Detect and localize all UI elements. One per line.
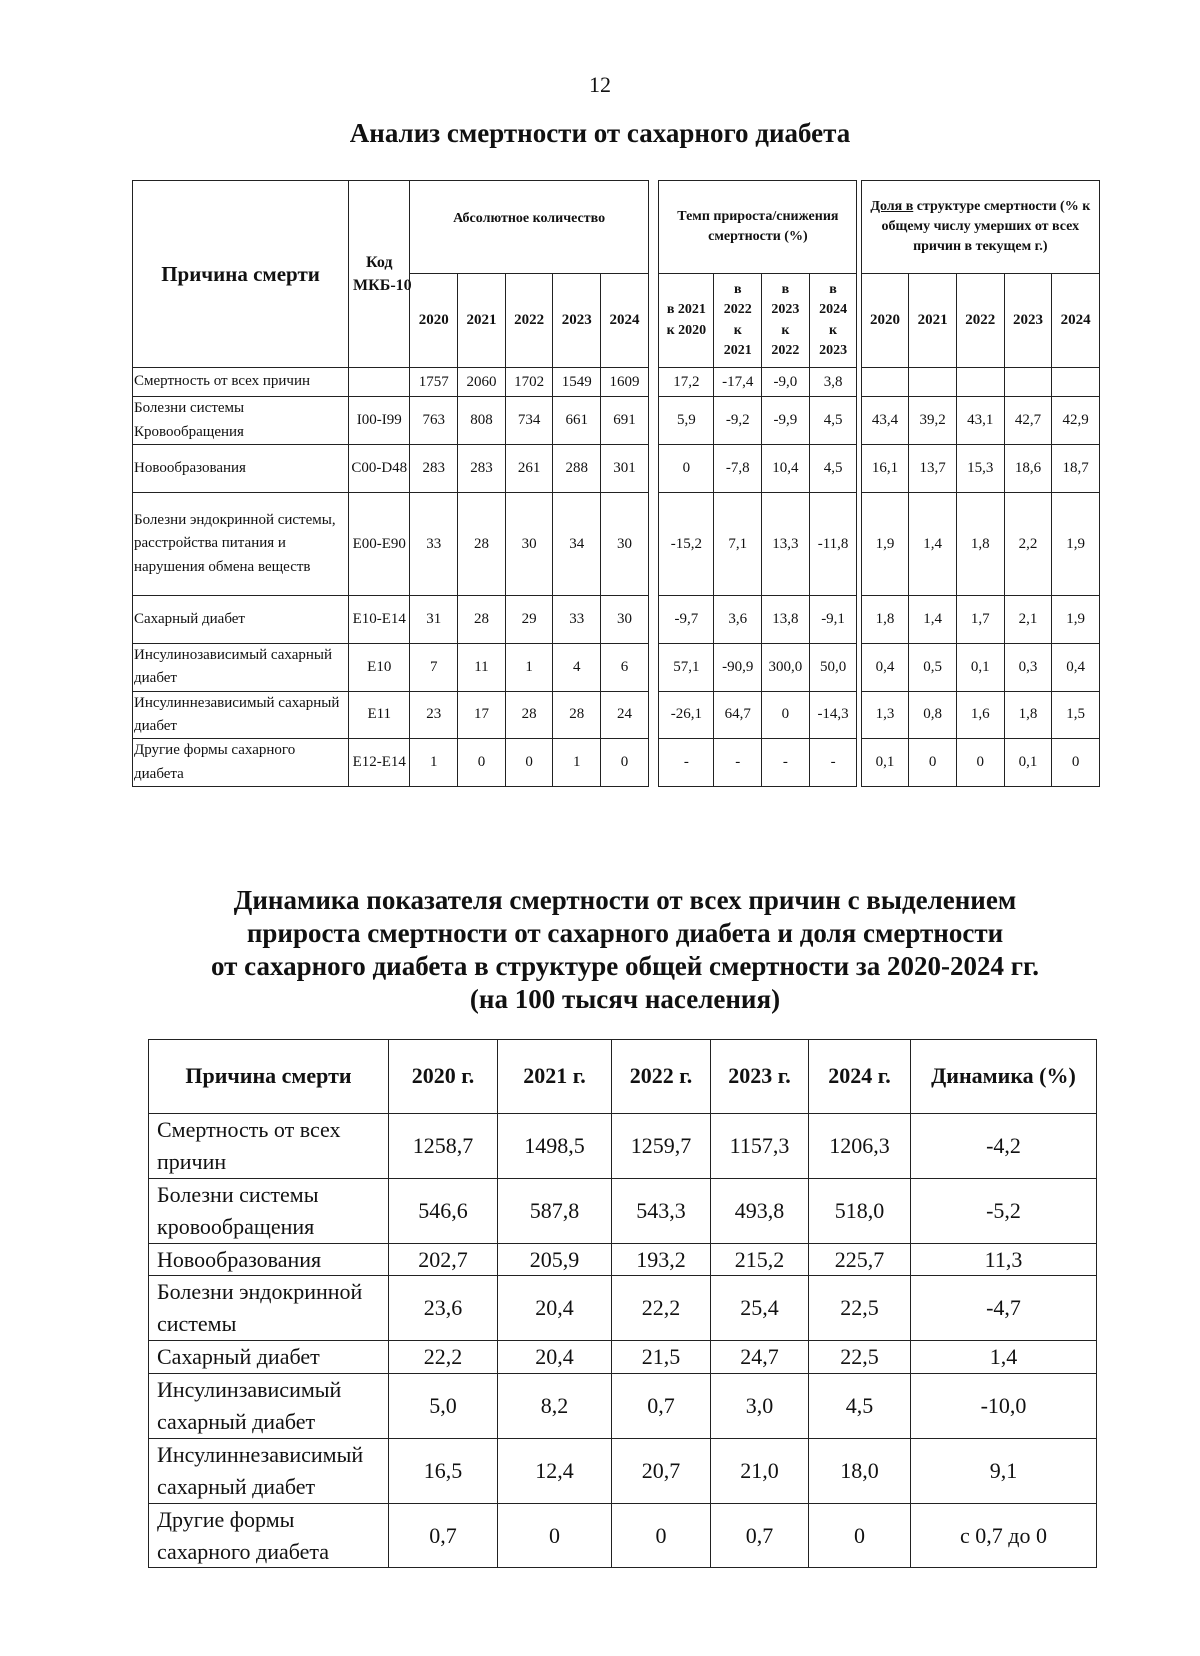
cause-cell: Инсулиннезависимый сахарный диабет xyxy=(149,1438,389,1503)
absolute-count-cell: 1609 xyxy=(601,368,649,397)
absolute-count-cell: 30 xyxy=(505,493,553,596)
column-gap xyxy=(648,644,659,692)
rate-cell: 1258,7 xyxy=(389,1114,498,1179)
growth-period-header xyxy=(809,274,857,368)
cause-cell: Другие формы сахарного диабета xyxy=(149,1503,389,1568)
growth-rate-cell: 50,0 xyxy=(809,644,857,692)
absolute-count-cell: 11 xyxy=(458,644,506,692)
cause-cell: Новообразования xyxy=(133,445,349,493)
table-row xyxy=(133,493,1100,596)
growth-rate-cell: 17,2 xyxy=(659,368,714,397)
share-cell: 42,7 xyxy=(1004,397,1052,445)
dynamics-cell: 9,1 xyxy=(911,1438,1097,1503)
share-cell: 1,8 xyxy=(956,493,1004,596)
share-header-underlined: Доля в xyxy=(870,198,914,214)
icd-code-cell xyxy=(349,368,410,397)
growth-period-line: к 2020 xyxy=(666,322,707,338)
growth-rate-cell: -26,1 xyxy=(659,691,714,739)
share-cell: 1,4 xyxy=(909,493,957,596)
absolute-count-cell: 23 xyxy=(410,691,458,739)
icd-code-cell: E10 xyxy=(349,644,410,692)
share-cell: 0 xyxy=(1052,739,1100,787)
absolute-count-cell: 28 xyxy=(458,493,506,596)
cause-cell: Болезни эндокринной системы, расстройства питания и нарушения обмена веществ xyxy=(133,493,349,596)
share-cell: 16,1 xyxy=(861,445,909,493)
absolute-count-cell: 691 xyxy=(601,397,649,445)
table2-title-line: (на 100 тысяч населения) xyxy=(469,984,781,1014)
dynamics-cell: -10,0 xyxy=(911,1374,1097,1439)
growth-rate-cell: - xyxy=(714,739,762,787)
year-header: 2021 xyxy=(458,274,506,368)
cause-cell: Болезни эндокринной системы xyxy=(149,1276,389,1341)
rate-cell: 215,2 xyxy=(711,1243,809,1276)
table-row xyxy=(133,644,1100,692)
growth-period-line: в 2021 xyxy=(666,302,706,318)
year-header: 2024 xyxy=(601,274,649,368)
rate-cell: 493,8 xyxy=(711,1178,809,1243)
column-header-share xyxy=(861,181,1099,274)
column-gap xyxy=(648,691,659,739)
rate-cell: 18,0 xyxy=(809,1438,911,1503)
share-year-header: 2020 xyxy=(861,274,909,368)
growth-period-line: к xyxy=(733,322,742,338)
year-header: 2021 г. xyxy=(498,1040,612,1114)
share-year-header: 2023 xyxy=(1004,274,1052,368)
share-cell xyxy=(909,368,957,397)
table-row xyxy=(133,739,1100,787)
table-row xyxy=(149,1243,1097,1276)
column-header-dynamics: Динамика (%) xyxy=(911,1040,1097,1114)
absolute-count-cell: 28 xyxy=(553,691,601,739)
share-cell: 1,3 xyxy=(861,691,909,739)
share-cell: 0,5 xyxy=(909,644,957,692)
share-cell: 1,4 xyxy=(909,596,957,644)
column-header-cause: Причина смерти xyxy=(133,181,349,368)
dynamics-cell: с 0,7 до 0 xyxy=(911,1503,1097,1568)
column-gap xyxy=(648,397,659,445)
year-header: 2023 г. xyxy=(711,1040,809,1114)
column-gap xyxy=(648,445,659,493)
share-cell: 18,6 xyxy=(1004,445,1052,493)
absolute-count-cell: 0 xyxy=(458,739,506,787)
growth-rate-cell: -9,0 xyxy=(762,368,810,397)
year-header: 2022 г. xyxy=(612,1040,711,1114)
share-cell: 1,8 xyxy=(1004,691,1052,739)
share-year-header: 2022 xyxy=(956,274,1004,368)
share-cell: 18,7 xyxy=(1052,445,1100,493)
share-cell xyxy=(861,368,909,397)
absolute-count-cell: 261 xyxy=(505,445,553,493)
absolute-count-cell: 33 xyxy=(553,596,601,644)
rate-cell: 0,7 xyxy=(612,1374,711,1439)
table-row xyxy=(133,397,1100,445)
rate-cell: 22,2 xyxy=(389,1341,498,1374)
rate-cell: 20,4 xyxy=(498,1341,612,1374)
year-header: 2020 xyxy=(410,274,458,368)
absolute-count-cell: 288 xyxy=(553,445,601,493)
growth-period-line: в xyxy=(733,281,742,297)
absolute-count-cell: 17 xyxy=(458,691,506,739)
growth-rate-cell: 300,0 xyxy=(762,644,810,692)
growth-rate-cell: -11,8 xyxy=(809,493,857,596)
rate-cell: 20,7 xyxy=(612,1438,711,1503)
growth-period-line: в xyxy=(829,281,837,297)
rate-cell: 16,5 xyxy=(389,1438,498,1503)
rate-cell: 0,7 xyxy=(389,1503,498,1568)
dynamics-cell: 11,3 xyxy=(911,1243,1097,1276)
share-cell xyxy=(956,368,1004,397)
year-header: 2023 xyxy=(553,274,601,368)
share-cell: 0,3 xyxy=(1004,644,1052,692)
absolute-count-cell: 34 xyxy=(553,493,601,596)
growth-period-line: 2023 xyxy=(771,302,800,318)
rate-cell: 25,4 xyxy=(711,1276,809,1341)
table-row xyxy=(133,368,1100,397)
absolute-count-cell: 1549 xyxy=(553,368,601,397)
rate-cell: 225,7 xyxy=(809,1243,911,1276)
share-cell: 15,3 xyxy=(956,445,1004,493)
rate-cell: 12,4 xyxy=(498,1438,612,1503)
growth-period-header xyxy=(714,274,762,368)
rate-cell: 193,2 xyxy=(612,1243,711,1276)
rate-cell: 546,6 xyxy=(389,1178,498,1243)
growth-period-line: к xyxy=(829,322,838,338)
year-header: 2022 xyxy=(505,274,553,368)
rate-cell: 1259,7 xyxy=(612,1114,711,1179)
header-row xyxy=(149,1040,1097,1114)
header-row xyxy=(133,181,1100,274)
share-cell: 0,1 xyxy=(956,644,1004,692)
rate-cell: 518,0 xyxy=(809,1178,911,1243)
absolute-count-cell: 283 xyxy=(458,445,506,493)
absolute-count-cell: 1757 xyxy=(410,368,458,397)
share-header-text: структуре смертности (% к общему числу умерших от всех причин в текущем г.) xyxy=(881,198,1091,255)
growth-rate-cell: 4,5 xyxy=(809,445,857,493)
icd-code-cell: C00-D48 xyxy=(349,445,410,493)
absolute-count-cell: 4 xyxy=(553,644,601,692)
share-cell: 1,7 xyxy=(956,596,1004,644)
dynamics-cell: -4,7 xyxy=(911,1276,1097,1341)
absolute-count-cell: 763 xyxy=(410,397,458,445)
share-cell: 2,2 xyxy=(1004,493,1052,596)
mortality-analysis-table xyxy=(132,180,1100,787)
absolute-count-cell: 33 xyxy=(410,493,458,596)
column-header-absolute: Абсолютное количество xyxy=(410,181,648,274)
growth-rate-cell: 3,8 xyxy=(809,368,857,397)
cause-cell: Инсулинзависимый сахарный диабет xyxy=(149,1374,389,1439)
growth-period-line: 2024 xyxy=(819,302,848,318)
growth-rate-cell: 7,1 xyxy=(714,493,762,596)
icd-code-cell: E00-E90 xyxy=(349,493,410,596)
table-row xyxy=(149,1114,1097,1179)
icd-code-cell: E11 xyxy=(349,691,410,739)
share-cell: 13,7 xyxy=(909,445,957,493)
growth-rate-cell: -15,2 xyxy=(659,493,714,596)
column-header-growth: Темп прироста/снижения смертности (%) xyxy=(659,181,857,274)
absolute-count-cell: 301 xyxy=(601,445,649,493)
mortality-dynamics-table xyxy=(148,1039,1097,1568)
growth-rate-cell: -9,9 xyxy=(762,397,810,445)
growth-rate-cell: -9,1 xyxy=(809,596,857,644)
rate-cell: 1206,3 xyxy=(809,1114,911,1179)
growth-period-line: 2022 xyxy=(723,302,752,318)
absolute-count-cell: 1702 xyxy=(505,368,553,397)
absolute-count-cell: 24 xyxy=(601,691,649,739)
rate-cell: 205,9 xyxy=(498,1243,612,1276)
table2-title xyxy=(0,884,1200,1016)
rate-cell: 1498,5 xyxy=(498,1114,612,1179)
absolute-count-cell: 6 xyxy=(601,644,649,692)
table-row xyxy=(133,596,1100,644)
share-cell: 1,9 xyxy=(1052,493,1100,596)
rate-cell: 4,5 xyxy=(809,1374,911,1439)
page-number: 12 xyxy=(589,72,611,97)
share-cell xyxy=(1052,368,1100,397)
table1-title: Анализ смертности от сахарного диабета xyxy=(349,118,851,148)
rate-cell: 23,6 xyxy=(389,1276,498,1341)
share-cell: 0 xyxy=(909,739,957,787)
cause-cell: Сахарный диабет xyxy=(149,1341,389,1374)
share-year-header: 2024 xyxy=(1052,274,1100,368)
table-row xyxy=(149,1374,1097,1439)
growth-rate-cell: - xyxy=(762,739,810,787)
growth-rate-cell: -14,3 xyxy=(809,691,857,739)
absolute-count-cell: 808 xyxy=(458,397,506,445)
growth-rate-cell: 10,4 xyxy=(762,445,810,493)
table-row xyxy=(149,1276,1097,1341)
absolute-count-cell: 734 xyxy=(505,397,553,445)
cause-cell: Болезни системы Кровообращения xyxy=(133,397,349,445)
rate-cell: 0 xyxy=(612,1503,711,1568)
column-gap xyxy=(648,596,659,644)
absolute-count-cell: 1 xyxy=(505,644,553,692)
share-cell: 1,9 xyxy=(1052,596,1100,644)
growth-period-line: 2022 xyxy=(771,342,800,358)
table2-title-line: Динамика показателя смертности от всех причин с выделением xyxy=(233,885,1017,915)
growth-period-line: в xyxy=(781,281,790,297)
growth-period-line: 2023 xyxy=(819,342,848,358)
rate-cell: 24,7 xyxy=(711,1341,809,1374)
absolute-count-cell: 31 xyxy=(410,596,458,644)
rate-cell: 21,0 xyxy=(711,1438,809,1503)
column-gap xyxy=(648,739,659,787)
growth-period-line: 2021 xyxy=(723,342,752,358)
growth-rate-cell: -7,8 xyxy=(714,445,762,493)
rate-cell: 5,0 xyxy=(389,1374,498,1439)
share-cell: 0,1 xyxy=(1004,739,1052,787)
column-gap xyxy=(648,368,659,397)
cause-cell: Болезни системы кровообращения xyxy=(149,1178,389,1243)
year-header: 2020 г. xyxy=(389,1040,498,1114)
absolute-count-cell: 0 xyxy=(505,739,553,787)
share-cell: 43,4 xyxy=(861,397,909,445)
share-cell: 0 xyxy=(956,739,1004,787)
cause-cell: Смертность от всех причин xyxy=(149,1114,389,1179)
share-cell: 0,4 xyxy=(861,644,909,692)
cause-cell: Смертность от всех причин xyxy=(133,368,349,397)
share-cell: 0,1 xyxy=(861,739,909,787)
share-cell: 1,5 xyxy=(1052,691,1100,739)
table-row xyxy=(149,1438,1097,1503)
growth-rate-cell: - xyxy=(809,739,857,787)
share-cell: 1,6 xyxy=(956,691,1004,739)
absolute-count-cell: 0 xyxy=(601,739,649,787)
dynamics-cell: -5,2 xyxy=(911,1178,1097,1243)
share-year-header: 2021 xyxy=(909,274,957,368)
growth-period-header xyxy=(762,274,810,368)
table-row xyxy=(149,1341,1097,1374)
growth-rate-cell: 3,6 xyxy=(714,596,762,644)
growth-rate-cell: -9,7 xyxy=(659,596,714,644)
rate-cell: 20,4 xyxy=(498,1276,612,1341)
rate-cell: 22,5 xyxy=(809,1341,911,1374)
absolute-count-cell: 2060 xyxy=(458,368,506,397)
rate-cell: 22,5 xyxy=(809,1276,911,1341)
share-cell: 1,8 xyxy=(861,596,909,644)
growth-rate-cell: 0 xyxy=(659,445,714,493)
growth-rate-cell: 13,8 xyxy=(762,596,810,644)
absolute-count-cell: 1 xyxy=(410,739,458,787)
absolute-count-cell: 28 xyxy=(458,596,506,644)
rate-cell: 0,7 xyxy=(711,1503,809,1568)
absolute-count-cell: 28 xyxy=(505,691,553,739)
growth-rate-cell: -90,9 xyxy=(714,644,762,692)
rate-cell: 22,2 xyxy=(612,1276,711,1341)
share-cell xyxy=(1004,368,1052,397)
rate-cell: 0 xyxy=(809,1503,911,1568)
share-cell: 42,9 xyxy=(1052,397,1100,445)
cause-cell: Другие формы сахарного диабета xyxy=(133,739,349,787)
rate-cell: 8,2 xyxy=(498,1374,612,1439)
absolute-count-cell: 1 xyxy=(553,739,601,787)
share-cell: 2,1 xyxy=(1004,596,1052,644)
icd-code-cell: I00-I99 xyxy=(349,397,410,445)
table-row xyxy=(149,1178,1097,1243)
dynamics-cell: -4,2 xyxy=(911,1114,1097,1179)
rate-cell: 202,7 xyxy=(389,1243,498,1276)
growth-rate-cell: 5,9 xyxy=(659,397,714,445)
growth-period-line: к xyxy=(781,322,790,338)
share-cell: 43,1 xyxy=(956,397,1004,445)
growth-rate-cell: - xyxy=(659,739,714,787)
absolute-count-cell: 7 xyxy=(410,644,458,692)
absolute-count-cell: 661 xyxy=(553,397,601,445)
dynamics-cell: 1,4 xyxy=(911,1341,1097,1374)
rate-cell: 0 xyxy=(498,1503,612,1568)
growth-rate-cell: 57,1 xyxy=(659,644,714,692)
icd-code-cell: E12-E14 xyxy=(349,739,410,787)
table-row xyxy=(133,445,1100,493)
growth-rate-cell: 4,5 xyxy=(809,397,857,445)
rate-cell: 1157,3 xyxy=(711,1114,809,1179)
rate-cell: 543,3 xyxy=(612,1178,711,1243)
share-cell: 0,4 xyxy=(1052,644,1100,692)
absolute-count-cell: 29 xyxy=(505,596,553,644)
column-header-cause: Причина смерти xyxy=(149,1040,389,1114)
cause-cell: Инсулинозависимый сахарный диабет xyxy=(133,644,349,692)
table2-title-line: от сахарного диабета в структуре общей смертности за 2020-2024 гг. xyxy=(210,951,1040,981)
cause-cell: Сахарный диабет xyxy=(133,596,349,644)
absolute-count-cell: 30 xyxy=(601,596,649,644)
absolute-count-cell: 283 xyxy=(410,445,458,493)
growth-rate-cell: -9,2 xyxy=(714,397,762,445)
column-gap xyxy=(648,493,659,596)
rate-cell: 3,0 xyxy=(711,1374,809,1439)
column-gap xyxy=(648,181,659,368)
year-header: 2024 г. xyxy=(809,1040,911,1114)
growth-rate-cell: 13,3 xyxy=(762,493,810,596)
share-cell: 0,8 xyxy=(909,691,957,739)
table-row xyxy=(149,1503,1097,1568)
growth-period-header xyxy=(659,274,714,368)
column-header-code: Код МКБ-10 xyxy=(349,181,410,368)
growth-rate-cell: 64,7 xyxy=(714,691,762,739)
growth-rate-cell: 0 xyxy=(762,691,810,739)
table-row xyxy=(133,691,1100,739)
rate-cell: 587,8 xyxy=(498,1178,612,1243)
rate-cell: 21,5 xyxy=(612,1341,711,1374)
share-cell: 39,2 xyxy=(909,397,957,445)
icd-code-cell: E10-E14 xyxy=(349,596,410,644)
table2-title-line: прироста смертности от сахарного диабета и доля смертности xyxy=(246,918,1004,948)
cause-cell: Новообразования xyxy=(149,1243,389,1276)
share-cell: 1,9 xyxy=(861,493,909,596)
cause-cell: Инсулиннезависимый сахарный диабет xyxy=(133,691,349,739)
absolute-count-cell: 30 xyxy=(601,493,649,596)
growth-rate-cell: -17,4 xyxy=(714,368,762,397)
